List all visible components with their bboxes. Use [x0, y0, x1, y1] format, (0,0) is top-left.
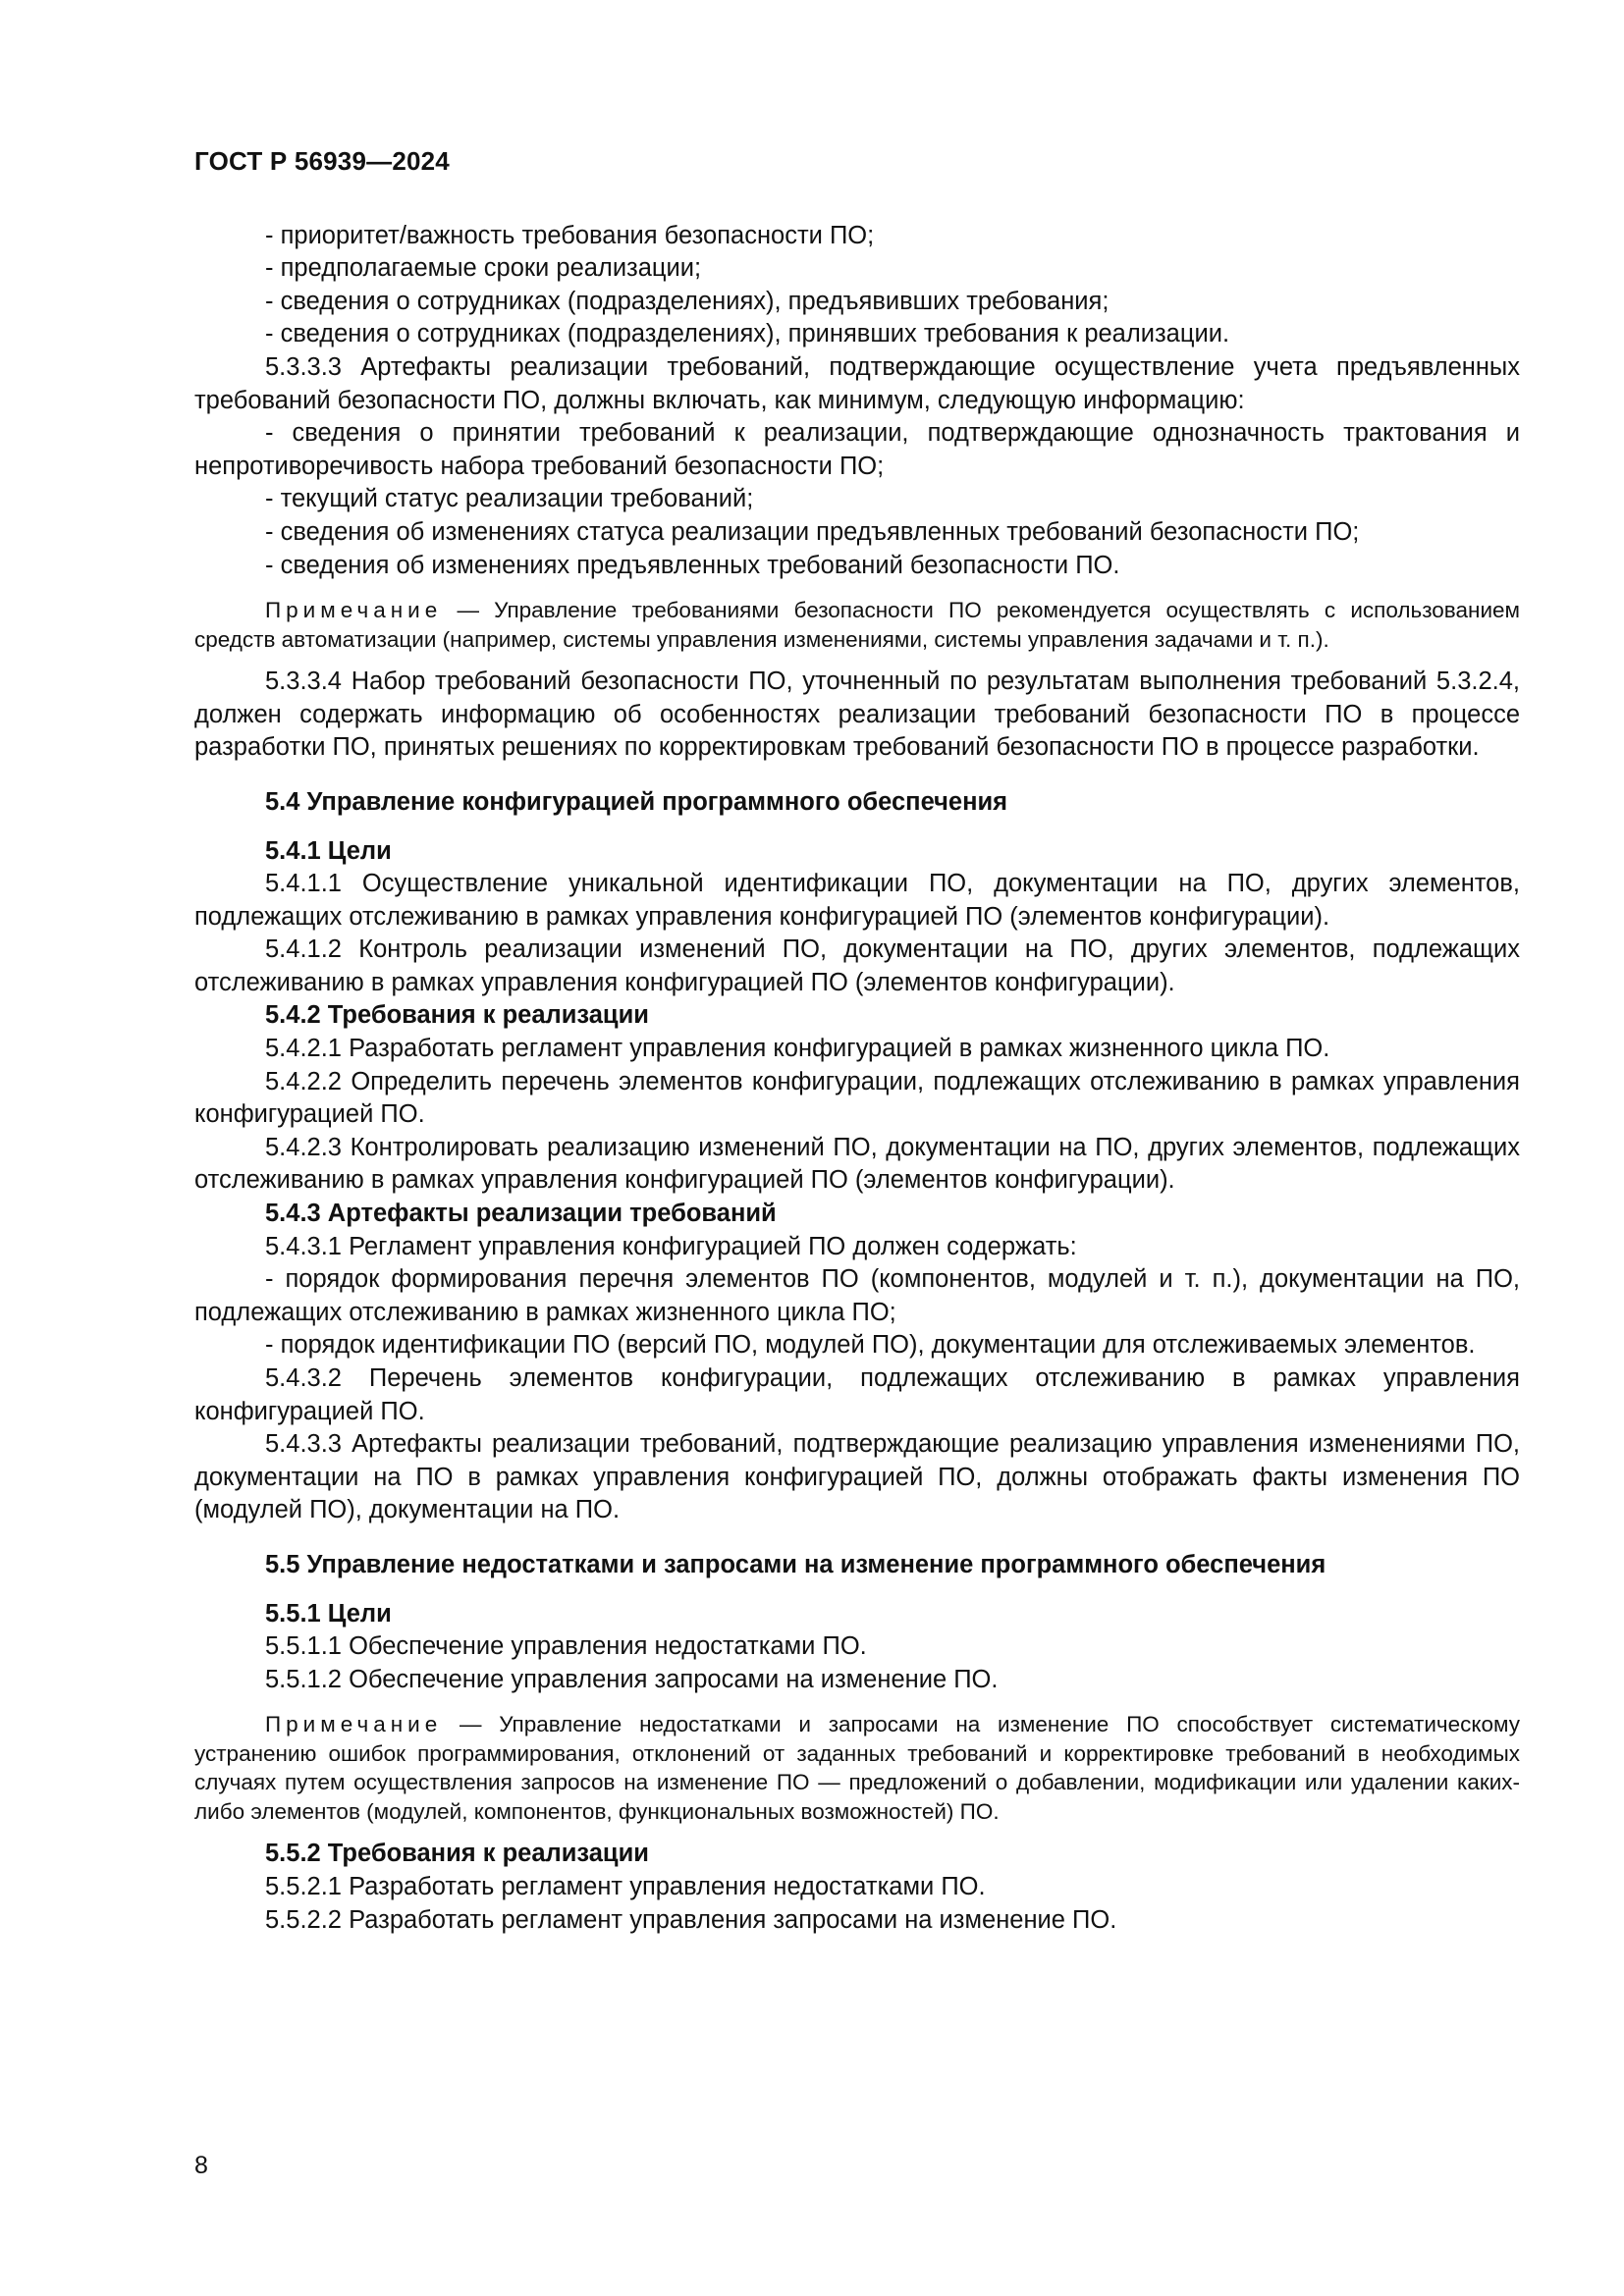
list-item: - сведения об изменениях статуса реализации предъявленных требований безопасности ПО; [265, 517, 1360, 546]
note-label: Примечание [265, 598, 443, 623]
paragraph-5-4-1-1: 5.4.1.1 Осуществление уникальной идентификации ПО, документации на ПО, других элементов, подлежащих отслеживанию в рамках управления конфигурацией ПО (элементов конфигурации). [194, 870, 1520, 931]
paragraph-5-4-3-2: 5.4.3.2 Перечень элементов конфигурации, подлежащих отслеживанию в рамках управления конфигурацией ПО. [194, 1364, 1520, 1425]
paragraph-5-5-1-1: 5.5.1.1 Обеспечение управления недостатками ПО. [265, 1632, 867, 1661]
subsection-5-5-2-heading: 5.5.2 Требования к реализации [265, 1840, 649, 1868]
page-number: 8 [194, 2152, 208, 2179]
paragraph-5-4-3-1: 5.4.3.1 Регламент управления конфигурацией ПО должен содержать: [265, 1232, 1077, 1260]
subsection-5-4-2-heading: 5.4.2 Требования к реализации [265, 1001, 649, 1030]
list-item: - текущий статус реализации требований; [265, 485, 754, 513]
standard-header: ГОСТ Р 56939—2024 [194, 146, 450, 176]
note-text: — Управление недостатками и запросами на изменение ПО способствует систематическому устранению ошибок программирования, отклонений от заданных требований и корректировке требований в необходимых случаях путем осуществления запросов на изменение ПО — предложений о добавлении, модификации или удалении каких-либо элементов (модулей, компонентов, функциональных возможностей) ПО. [194, 1712, 1520, 1824]
section-5-4-heading: 5.4 Управление конфигурацией программного обеспечения [265, 787, 1008, 816]
paragraph-5-5-2-2: 5.5.2.2 Разработать регламент управления запросами на изменение ПО. [265, 1905, 1117, 1934]
paragraph-5-4-3-3: 5.4.3.3 Артефакты реализации требований, подтверждающие реализацию управления изменениями ПО, документации на ПО в рамках управления конфигурацией ПО, должны отображать факты изменения ПО (модулей ПО), документации на ПО. [194, 1430, 1520, 1524]
list-item: - предполагаемые сроки реализации; [265, 254, 702, 283]
subsection-5-5-1-heading: 5.5.1 Цели [265, 1599, 392, 1628]
note-text: — Управление требованиями безопасности ПО рекомендуется осуществлять с использованием средств автоматизации (например, системы управления изменениями, системы управления задачами и т. п.). [194, 598, 1520, 652]
paragraph-5-4-1-2: 5.4.1.2 Контроль реализации изменений ПО, документации на ПО, других элементов, подлежащих отслеживанию в рамках управления конфигурацией ПО (элементов конфигурации). [194, 935, 1520, 996]
list-item: - сведения о сотрудниках (подразделениях), принявших требования к реализации. [265, 320, 1230, 348]
list-item: - сведения об изменениях предъявленных требований безопасности ПО. [265, 551, 1120, 579]
paragraph-5-5-1-2: 5.5.1.2 Обеспечение управления запросами на изменение ПО. [265, 1665, 999, 1693]
paragraph-5-4-2-2: 5.4.2.2 Определить перечень элементов конфигурации, подлежащих отслеживанию в рамках управления конфигурацией ПО. [194, 1067, 1520, 1129]
subsection-5-4-1-heading: 5.4.1 Цели [265, 836, 392, 865]
subsection-5-4-3-heading: 5.4.3 Артефакты реализации требований [265, 1200, 777, 1228]
note-1 [194, 596, 1520, 654]
list-item: - порядок идентификации ПО (версий ПО, модулей ПО), документации для отслеживаемых элементов. [265, 1331, 1476, 1360]
paragraph-5-3-3-4: 5.3.3.4 Набор требований безопасности ПО, уточненный по результатам выполнения требований 5.3.2.4, должен содержать информацию об особенностях реализации требований безопасности ПО в процессе разработки ПО, принятых решениях по корректировкам требований безопасности ПО в процессе разработки. [194, 667, 1520, 762]
paragraph-5-4-2-3: 5.4.2.3 Контролировать реализацию изменений ПО, документации на ПО, других элементов, подлежащих отслеживанию в рамках управления конфигурацией ПО (элементов конфигурации). [194, 1133, 1520, 1195]
note-2 [194, 1710, 1520, 1826]
document-page [194, 145, 1520, 1937]
list-item: - сведения о принятии требований к реализации, подтверждающие однозначность трактования и непротиворечивость набора требований безопасности ПО; [194, 419, 1520, 480]
paragraph-5-5-2-1: 5.5.2.1 Разработать регламент управления недостатками ПО. [265, 1872, 986, 1900]
paragraph-5-3-3-3: 5.3.3.3 Артефакты реализации требований, подтверждающие осуществление учета предъявленных требований безопасности ПО, должны включать, как минимум, следующую информацию: [194, 352, 1520, 414]
list-item: - сведения о сотрудниках (подразделениях), предъявивших требования; [265, 287, 1110, 315]
paragraph-5-4-2-1: 5.4.2.1 Разработать регламент управления конфигурацией в рамках жизненного цикла ПО. [265, 1035, 1330, 1063]
note-label: Примечание [265, 1712, 443, 1737]
list-item: - порядок формирования перечня элементов ПО (компонентов, модулей и т. п.), документации на ПО, подлежащих отслеживанию в рамках жизненного цикла ПО; [194, 1265, 1520, 1326]
section-5-5-heading: 5.5 Управление недостатками и запросами на изменение программного обеспечения [265, 1550, 1326, 1578]
list-item: - приоритет/важность требования безопасности ПО; [265, 221, 875, 249]
